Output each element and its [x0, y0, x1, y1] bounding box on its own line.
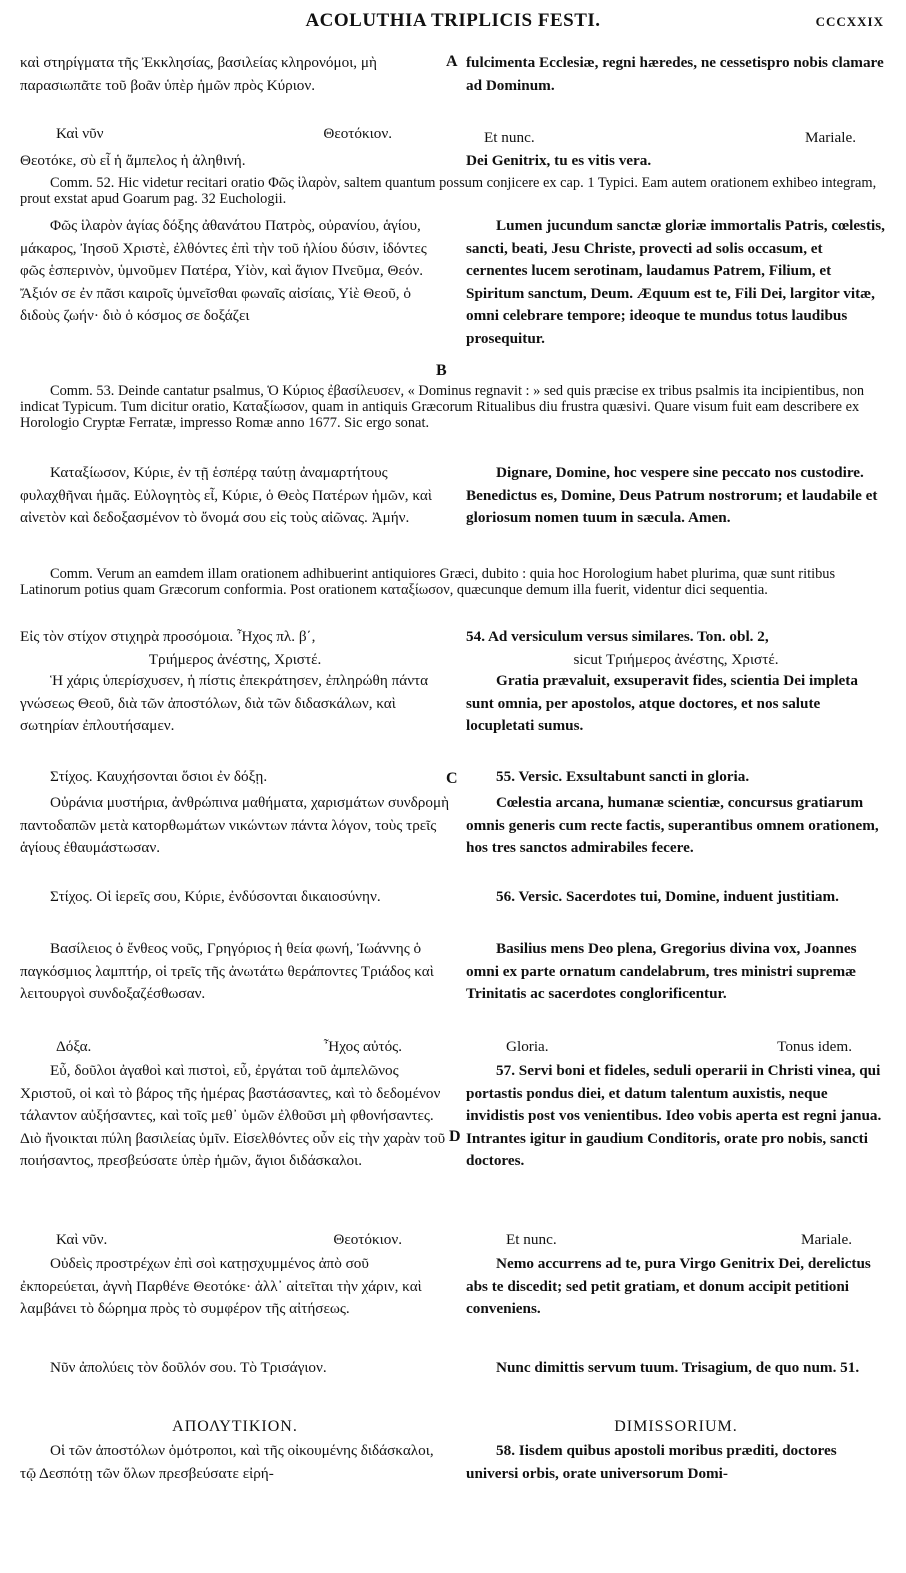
margin-letter-d: D [449, 1128, 461, 1145]
latin-paragraph: Dignare, Domine, hoc vespere sine peccato nos custodire. Benedictus es, Domine, Deus Patrum nostrorum; et laudabile et gloriosum nomen tuum in sæcula. Amen. [466, 464, 878, 526]
rubric-right: Tonus idem. [777, 1038, 852, 1055]
commentary-paragraph: Comm. 53. Deinde cantatur psalmus, Ὁ Κύριος ἐβασίλευσεν, « Dominus regnavit : » sed quis præcise ex tribus psalmis ita incipientibus, non indicat Typicum. Tum dicitur oratio, Καταξίωσον, quam in antiquis Græcorum Ritualibus diu frustra quæsivi. Quare visum fuit eam describere ex Horologio Cryptæ Ferratæ, impresso Romæ anno 1677. Sic ergo sonat. [20, 383, 865, 431]
latin-paragraph: fulcimenta Ecclesiæ, regni hæredes, ne cessetispro nobis clamare ad Dominum. [466, 54, 884, 94]
latin-section-title: DIMISSORIUM. [614, 1418, 738, 1435]
rubric-right: Mariale. [804, 129, 856, 146]
latin-paragraph: Gratia prævaluit, exsuperavit fides, scientia Dei impleta sunt omnia, per apostolos, atque doctores, et nos salute locupletati sumus. [466, 672, 858, 734]
rubric-left: Καὶ νῦν [56, 125, 104, 142]
latin-paragraph: Lumen jucundum sanctæ gloriæ immortalis Patris, cœlestis, sancti, beati, Jesu Christe, provecti ad solis occasum, et cernentes lucem serotinam, laudamus Patrem, Filium, et Spiritum sanctum, Deum. Æquum est te, Fili Dei, largitor vitæ, omni celebrare tempore; ideoque te mundus totus laudibus prosequitur. [466, 217, 885, 347]
latin-paragraph: Nunc dimittis servum tuum. Trisagium, de quo num. 51. [496, 1359, 860, 1376]
latin-rubric-line [466, 1229, 886, 1252]
rubric-left: Et nunc. [506, 1231, 557, 1248]
greek-section-title: ΑΠΟΛΥΤΙΚΙΟΝ. [172, 1418, 298, 1435]
greek-rubric-heading [20, 626, 450, 671]
greek-paragraph: Στίχος. Καυχήσονται ὅσιοι ἐν δόξῃ. [50, 768, 268, 785]
page-number: CCCXXIX [815, 14, 884, 29]
greek-paragraph: Φῶς ἱλαρὸν ἁγίας δόξης ἀθανάτου Πατρὸς, οὐρανίου, ἁγίου, μάκαρος, Ἰησοῦ Χριστὲ, ἐλθόντες ἐπὶ τὴν τοῦ ἡλίου δύσιν, ἰδόντες φῶς ἑσπερινὸν, ὑμνοῦμεν Πατέρα, Υἱὸν, καὶ ἅγιον Πνεῦμα, Θεόν. Ἄξιόν σε ἐν πᾶσι καιροῖς ὑμνεῖσθαι φωναῖς αἰσίαις, Υἱὲ Θεοῦ, ὁ διδοὺς ζωήν· διὸ ὁ κόσμος σε δοξάζει [20, 217, 427, 324]
rubric-line: 54. Ad versiculum versus similares. Ton. obl. 2, [466, 628, 769, 645]
greek-paragraph: Οἱ τῶν ἀποστόλων ὁμότροποι, καὶ τῆς οἰκουμένης διδάσκαλοι, τῷ Δεσπότῃ τῶν ὅλων πρεσβεύσατε εἰρή- [20, 1442, 434, 1482]
rubric-right: Θεοτόκιον. [323, 125, 392, 142]
commentary-paragraph: Comm. Verum an eamdem illam orationem adhibuerint antiquiores Græci, dubito : quia hoc Horologium habet plurima, quæ sunt ritibus Latinorum potius quam Græcorum conformia. Post orationem καταξίωσον, quæcunque demum illa fuerit, videntur dici sequentia. [20, 566, 836, 598]
latin-paragraph: 56. Versic. Sacerdotes tui, Domine, induent justitiam. [496, 888, 839, 905]
greek-paragraph: Νῦν ἀπολύεις τὸν δοῦλόν σου. Τὸ Τρισάγιον. [50, 1359, 327, 1376]
running-title: ACOLUTHIA TRIPLICIS FESTI. [305, 10, 601, 31]
rubric-right: Θεοτόκιον. [333, 1231, 402, 1248]
rubric-line: sicut Τριήμερος ἀνέστης, Χριστέ. [573, 650, 779, 668]
latin-paragraph: 58. Iisdem quibus apostoli moribus præditi, doctores universi orbis, orate universorum Domi- [466, 1442, 837, 1482]
greek-paragraph: Στίχος. Οἱ ἱερεῖς σου, Κύριε, ἐνδύσονται δικαιοσύνην. [50, 888, 381, 905]
latin-paragraph: Cœlestia arcana, humanæ scientiæ, concursus gratiarum omnis generis cum recte factis, superantibus omnem orationem, hos tres sanctos admirabiles fecere. [466, 794, 879, 856]
latin-paragraph: 55. Versic. Exsultabunt sancti in gloria. [496, 768, 750, 785]
rubric-left: Et nunc. [484, 129, 535, 146]
page-header [0, 10, 906, 44]
greek-paragraph: καὶ στηρίγματα τῆς Ἐκκλησίας, βασιλείας κληρονόμοι, μὴ παρασιωπᾶτε τοῦ βοᾶν ὑπὲρ ἡμῶν πρὸς Κύριον. [20, 54, 377, 94]
greek-rubric-line [20, 1229, 450, 1252]
margin-letter-a: A [446, 53, 458, 70]
rubric-left: Δόξα. [56, 1038, 92, 1055]
margin-letter-c: C [446, 770, 458, 787]
rubric-line: Τριήμερος ἀνέστης, Χριστέ. [148, 650, 322, 668]
latin-rubric-line [466, 127, 886, 150]
rubric-line: Εἰς τὸν στίχον στιχηρὰ προσόμοια. Ἦχος πλ. β΄, [20, 628, 316, 645]
greek-paragraph: Βασίλειος ὁ ἔνθεος νοῦς, Γρηγόριος ἡ θεία φωνή, Ἰωάννης ὁ παγκόσμιος λαμπτήρ, οἱ τρεῖς τῆς ἀνωτάτω θεράποντες Τριάδος καὶ λειτουργοὶ συνδοξαζέσθωσαν. [20, 940, 434, 1002]
greek-paragraph: Οὐράνια μυστήρια, ἀνθρώπινα μαθήματα, χαρισμάτων συνδρομὴ παντοδαπῶν μετὰ κατορθωμάτων νικώντων πάντα λόγον, τοὺς τρεῖς ἁγίους ἐθαυμάστωσαν. [20, 794, 450, 856]
commentary-paragraph: Comm. 52. Hic videtur recitari oratio Φῶς ἱλαρὸν, saltem quantum possum conjicere ex cap. 1 Typici. Eam autem orationem exhibeo integram, prout exstat apud Goarum pag. 32 Euchologii. [20, 175, 877, 207]
rubric-left: Gloria. [506, 1038, 549, 1055]
latin-paragraph: Dei Genitrix, tu es vitis vera. [466, 152, 652, 169]
latin-paragraph: 57. Servi boni et fideles, seduli operarii in Christi vinea, qui portastis pondus diei, et datum talentum auxistis, neque invidistis post vos venientibus. Ideo vobis aperta est regni janua. Intrantes igitur in gaudium Conditoris, orate pro nobis, sancti doctores. [466, 1062, 882, 1169]
greek-paragraph: Εὖ, δοῦλοι ἀγαθοὶ καὶ πιστοὶ, εὖ, ἐργάται τοῦ ἀμπελῶνος Χριστοῦ, οἱ καὶ τὸ βάρος τῆς ἡμέρας βαστάσαντες, καὶ τὸ δεδομένον τάλαντον αὐξήσαντες, καὶ τοῖς μεθ᾽ ὑμῶν ἐλθοῦσι μὴ φθονήσαντες. Διὸ ἤνοικται πύλη βασιλείας ὑμῖν. Εἰσελθόντες οὖν εἰς τὴν χαρὰν τοῦ ποιήσαντος, πρεσβεύσατε ὑπὲρ ἡμῶν, ἅγιοι διδάσκαλοι. [20, 1062, 446, 1169]
rubric-left: Καὶ νῦν. [56, 1231, 108, 1248]
margin-letter-b: B [436, 362, 447, 379]
latin-paragraph: Nemo accurrens ad te, pura Virgo Genitrix Dei, derelictus abs te discedit; sed petit gratiam, et donum accipit petitioni conveniens. [466, 1255, 871, 1317]
greek-paragraph: Ἡ χάρις ὑπερίσχυσεν, ἡ πίστις ἐπεκράτησεν, ἐπληρώθη πάντα γνώσεως Θεοῦ, διὰ τῶν ἀποστόλων, διὰ τῶν διδασκάλων, καὶ σωτηρίαν ἐπλουτήσαμεν. [20, 672, 429, 734]
latin-rubric-heading [466, 626, 886, 671]
latin-rubric-line [466, 1036, 886, 1059]
greek-paragraph: Θεοτόκε, σὺ εἶ ἡ ἄμπελος ἡ ἀληθινή. [20, 152, 246, 169]
rubric-right: Ἦχος αὐτός. [323, 1038, 402, 1055]
greek-paragraph: Οὐδεὶς προστρέχων ἐπὶ σοὶ κατῃσχυμμένος ἀπὸ σοῦ ἐκπορεύεται, ἁγνὴ Παρθένε Θεοτόκε· ἀλλ᾽ αἰτεῖται τὴν χάριν, καὶ λαμβάνει τὸ δώρημα πρὸς τὸ συμφέρον τῆς αἰτήσεως. [20, 1255, 422, 1317]
latin-paragraph: Basilius mens Deo plena, Gregorius divina vox, Joannes omni ex parte ornatum candelabrum, tres ministri supremæ Trinitatis ac sacerdotes conglorificentur. [466, 940, 857, 1002]
rubric-right: Mariale. [800, 1231, 852, 1248]
greek-paragraph: Καταξίωσον, Κύριε, ἐν τῇ ἑσπέρᾳ ταύτῃ ἀναμαρτήτους φυλαχθῆναι ἡμᾶς. Εὐλογητὸς εἶ, Κύριε, ὁ Θεὸς Πατέρων ἡμῶν, καὶ αἰνετὸν καὶ δεδοξασμένον τὸ ὄνομά σου εἰς τοὺς αἰῶνας. Ἀμήν. [20, 464, 432, 526]
greek-rubric-line [20, 1036, 450, 1059]
greek-rubric-line [20, 123, 450, 146]
